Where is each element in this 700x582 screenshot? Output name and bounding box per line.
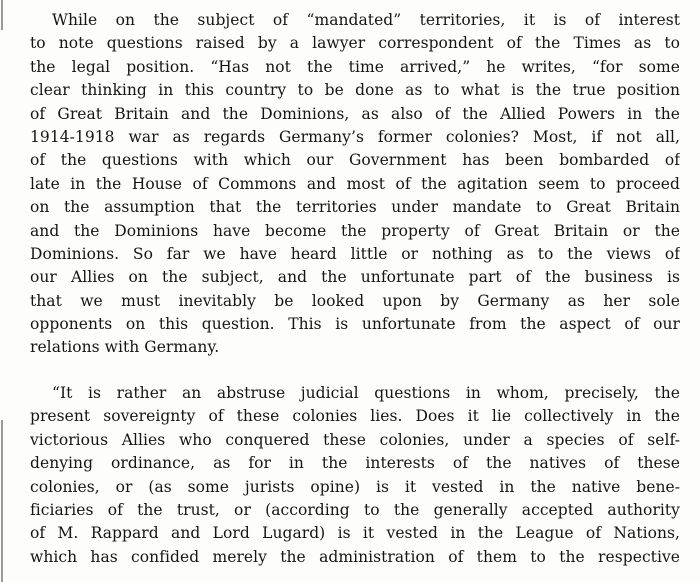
paragraph-mandated-territories [30, 9, 680, 360]
paragraph-sovereignty-question [30, 382, 680, 569]
text-line: to note questions raised by a lawyer correspondent of the Times as to [30, 34, 680, 53]
text-line: colonies, or (as some jurists opine) is it vested in the native bene- [30, 477, 680, 496]
text-line: and the Dominions have become the property of Great Britain or the [30, 221, 680, 240]
text-line: on the assumption that the territories under mandate to Great Britain [30, 198, 680, 217]
text-line: victorious Allies who conquered these colonies, under a species of self- [30, 430, 680, 449]
text-line: “It is rather an abstruse judicial questions in whom, precisely, the [52, 384, 680, 402]
text-line: the legal position. “Has not the time arrived,” he writes, “for some [30, 57, 680, 76]
text-line: late in the House of Commons and most of the agitation seem to proceed [30, 174, 680, 193]
text-line: denying ordinance, as for in the interests of the natives of these [30, 454, 680, 473]
text-line: of Great Britain and the Dominions, as also of the Allied Powers in the [30, 104, 680, 123]
text-line: clear thinking in this country to be done as to what is the true position [30, 81, 680, 100]
text-line: opponents on this question. This is unfortunate from the aspect of our [30, 315, 680, 334]
scan-edge-mark-bottom [1, 420, 3, 582]
text-line: 1914-1918 war as regards Germany’s former colonies? Most, if not all, [30, 127, 680, 146]
text-line: relations with Germany. [30, 338, 220, 357]
text-line: While on the subject of “mandated” territories, it is of interest [52, 11, 680, 29]
scan-edge-mark-top [1, 0, 3, 30]
text-line: ficiaries of the trust, or (according to the generally accepted authority [30, 500, 680, 519]
text-line: which has confided merely the administration of them to the respective [30, 547, 680, 566]
text-line: of the questions with which our Government has been bombarded of [30, 151, 680, 170]
text-line: that we must inevitably be looked upon by Germany as her sole [30, 291, 680, 310]
text-line: of M. Rappard and Lord Lugard) is it vested in the League of Nations, [30, 524, 680, 543]
text-line: Dominions. So far we have heard little or nothing as to the views of [30, 244, 680, 263]
text-line: our Allies on the subject, and the unfortunate part of the business is [30, 268, 680, 287]
text-line: present sovereignty of these colonies lies. Does it lie collectively in the [30, 407, 680, 426]
